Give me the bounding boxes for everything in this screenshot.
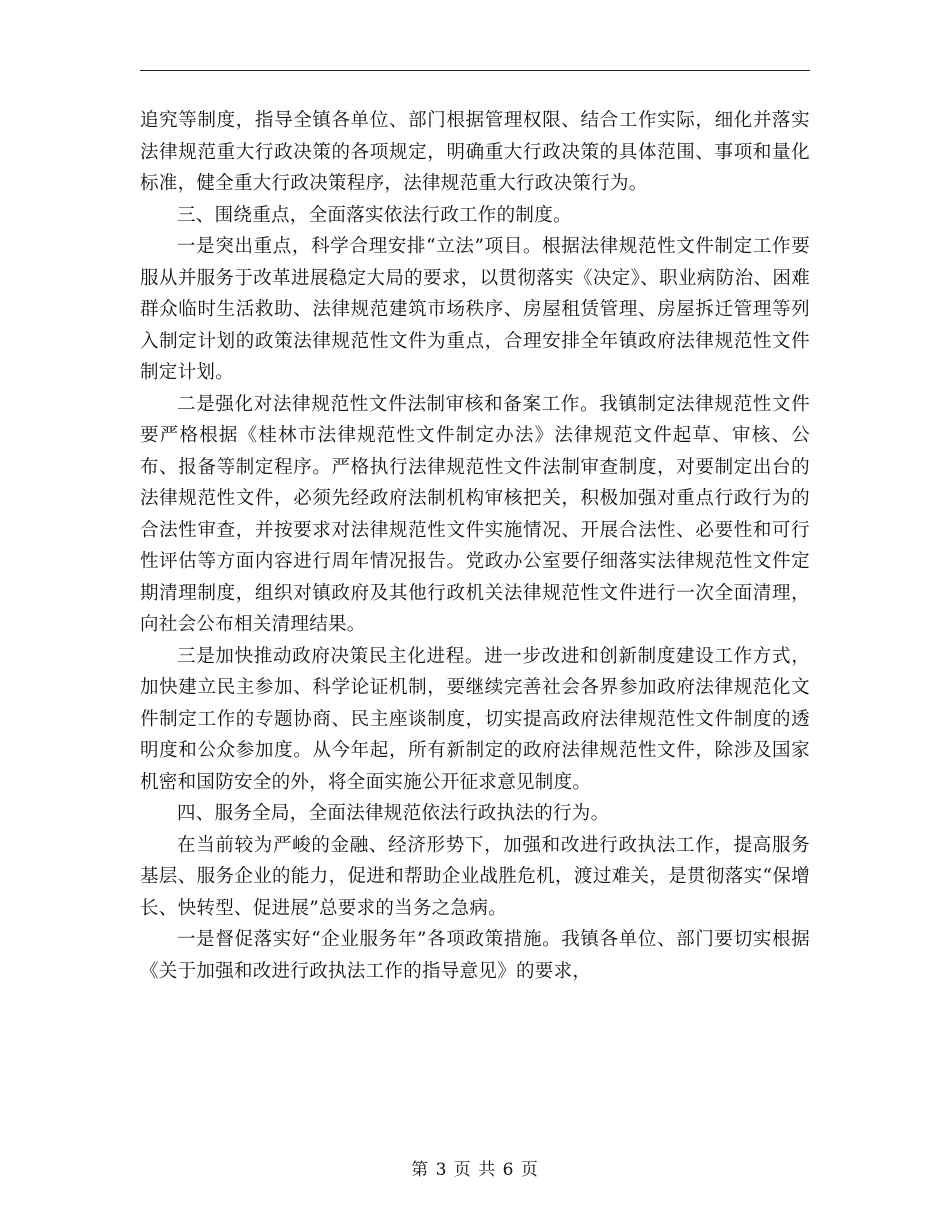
document-body (140, 105, 810, 987)
paragraph: 三是加快推动政府决策民主化进程。进一步改进和创新制度建设工作方式，加快建立民主参加、科学论证机制，要继续完善社会各界参加政府法律规范化文件制定工作的专题协商、民主座谈制度，切实提高政府法律规范性文件制度的透明度和公众参加度。从今年起，所有新制定的政府法律规范性文件，除涉及国家机密和国防安全的外，将全面实施公开征求意见制度。 (140, 645, 810, 793)
paragraph: 在当前较为严峻的金融、经济形势下，加强和改进行政执法工作，提高服务基层、服务企业的能力，促进和帮助企业战胜危机，渡过难关，是贯彻落实“保增长、快转型、促进展”总要求的当务之急病。 (140, 834, 810, 919)
section-heading: 四、服务全局，全面法律规范依法行政执法的行为。 (177, 803, 610, 824)
paragraph: 追究等制度，指导全镇各单位、部门根据管理权限、结合工作实际，细化并落实法律规范重大行政决策的各项规定，明确重大行政决策的具体范围、事项和量化标准，健全重大行政决策程序，法律规范重大行政决策行为。 (140, 110, 810, 194)
paragraph: 二是强化对法律规范性文件法制审核和备案工作。我镇制定法律规范性文件要严格根据《桂林市法律规范性文件制定办法》法律规范文件起草、审核、公布、报备等制定程序。严格执行法律规范性文件法制审查制度，对要制定出台的法律规范性文件，必须先经政府法制机构审核把关，积极加强对重点行政行为的合法性审查，并按要求对法律规范性文件实施情况、开展合法性、必要性和可行性评估等方面内容进行周年情况报告。党政办公室要仔细落实法律规范性文件定期清理制度，组织对镇政府及其他行政机关法律规范性文件进行一次全面清理，向社会公布相关清理结果。 (140, 393, 810, 635)
paragraph: 一是督促落实好“企业服务年”各项政策措施。我镇各单位、部门要切实根据《关于加强和改进行政执法工作的指导意见》的要求， (140, 929, 810, 982)
paragraph: 一是突出重点，科学合理安排“立法”项目。根据法律规范性文件制定工作要服从并服务于改革进展稳定大局的要求，以贯彻落实《决定》、职业病防治、困难群众临时生活救助、法律规范建筑市场秩序、房屋租赁管理、房屋拆迁管理等列入制定计划的政策法律规范性文件为重点，合理安排全年镇政府法律规范性文件制定计划。 (140, 236, 810, 383)
header-rule (140, 70, 810, 71)
page-number: 第 3 页 共 6 页 (411, 1160, 539, 1180)
section-heading: 三、围绕重点，全面落实依法行政工作的制度。 (177, 204, 572, 226)
